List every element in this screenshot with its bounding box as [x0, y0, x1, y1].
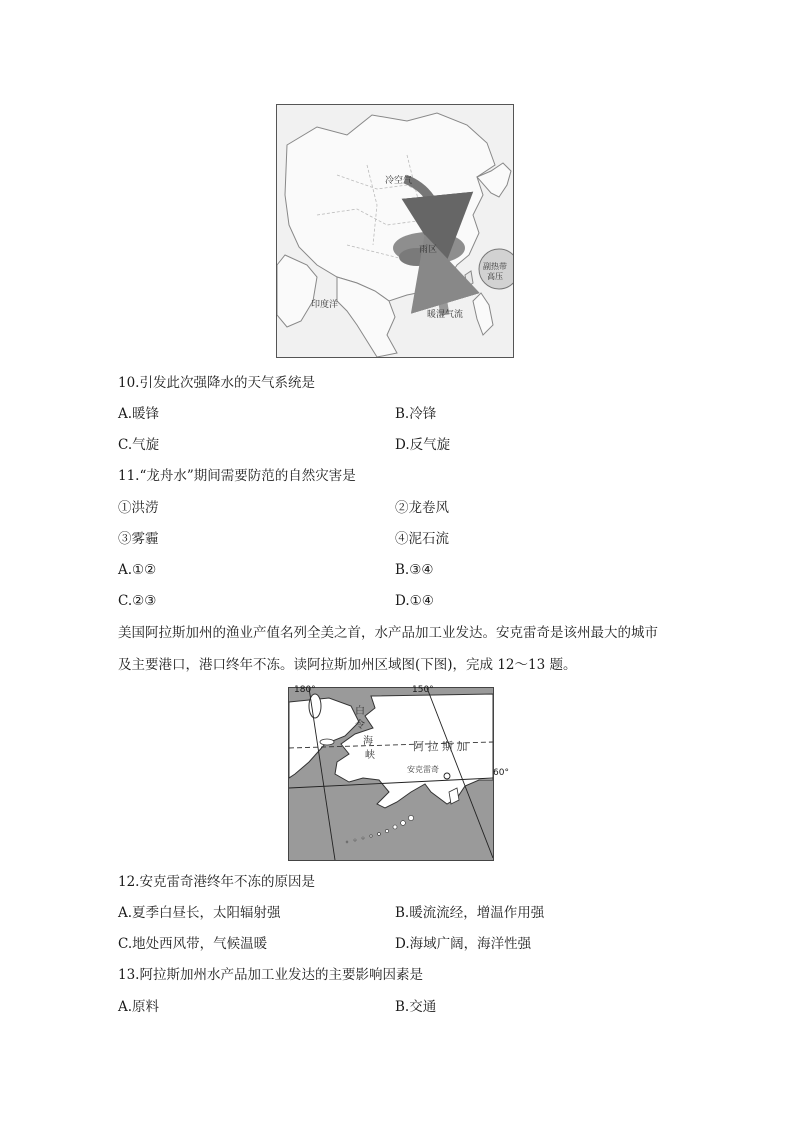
q11-item-1: ①洪涝: [118, 500, 159, 516]
q11-option-d: D.①④: [395, 593, 434, 609]
alaska-label: 阿 拉 斯 加: [413, 740, 468, 753]
alaska-map-svg: [289, 688, 493, 860]
q13-option-a: A.原料: [118, 999, 160, 1015]
china-rain-map: [276, 104, 514, 358]
bering-label-4: 峡: [365, 750, 375, 761]
land-india: [277, 255, 317, 327]
q11-item-3: ③雾霾: [118, 531, 159, 547]
q11-option-c: C.②③: [118, 593, 157, 609]
land-china: [285, 113, 495, 301]
q12-option-a: A.夏季白昼长，太阳辐射强: [118, 905, 281, 921]
q12-option-b: B.暖流流经，增温作用强: [395, 905, 545, 921]
anchorage-label: 安克雷奇: [407, 765, 439, 774]
q13-stem: 13.阿拉斯加州水产品加工业发达的主要影响因素是: [118, 967, 423, 983]
bering-label-1: 白: [355, 706, 365, 717]
bering-label-3: 海: [363, 736, 373, 747]
land-philippines: [473, 293, 493, 335]
land-taiwan: [465, 271, 473, 287]
q11-option-a: A.①②: [118, 562, 157, 578]
warm-moist-label: 暖湿气流: [427, 310, 464, 320]
lon-180-label: 180°: [294, 685, 316, 695]
intro-line-2: 及主要港口，港口终年不冻。读阿拉斯加州区域图(下图)，完成 12～13 题。: [118, 657, 577, 673]
china-rain-map-svg: [277, 105, 513, 357]
q12-option-d: D.海域广阔，海洋性强: [395, 936, 532, 952]
q11-item-4: ④泥石流: [395, 531, 449, 547]
q10-option-c: C.气旋: [118, 437, 160, 453]
q12-option-c: C.地处西风带，气候温暖: [118, 936, 268, 952]
q13-option-b: B.交通: [395, 999, 437, 1015]
q10-option-d: D.反气旋: [395, 437, 451, 453]
lat-60-label: 60°: [493, 768, 509, 778]
q11-item-2: ②龙卷风: [395, 500, 449, 516]
aleutian-islands: [346, 815, 414, 843]
bering-label-2: 令: [355, 720, 365, 731]
q11-option-b: B.③④: [395, 562, 434, 578]
subtropical-high-label-1: 副热带: [483, 262, 507, 271]
lon-150-label: 150°: [412, 685, 434, 695]
subtropical-high-label-2: 高压: [487, 272, 503, 281]
q10-stem: 10.引发此次强降水的天气系统是: [118, 375, 315, 391]
q12-stem: 12.安克雷奇港终年不冻的原因是: [118, 874, 315, 890]
rain-area-label: 雨区: [419, 245, 438, 255]
q10-option-a: A.暖锋: [118, 406, 160, 422]
q10-option-b: B.冷锋: [395, 406, 437, 422]
cold-air-label: 冷空气: [385, 176, 413, 186]
q11-stem: 11.“龙舟水”期间需要防范的自然灾害是: [118, 468, 356, 484]
intro-line-1: 美国阿拉斯加州的渔业产值名列全美之首，水产品加工业发达。安克雷奇是该州最大的城市: [118, 625, 658, 641]
alaska-map: [288, 687, 494, 861]
indian-ocean-label: 印度洋: [311, 300, 339, 310]
